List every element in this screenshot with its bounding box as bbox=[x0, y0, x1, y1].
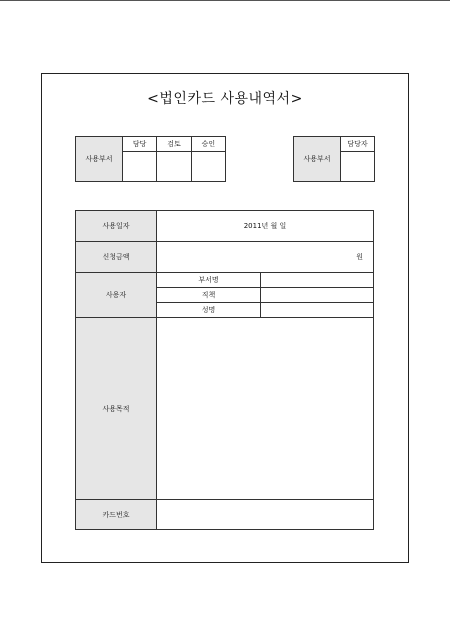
document-sheet bbox=[41, 73, 409, 563]
user-position-field[interactable] bbox=[261, 288, 374, 303]
user-name-field[interactable] bbox=[261, 303, 374, 318]
approval-header-approve: 승인 bbox=[191, 137, 225, 152]
date-label: 사용일자 bbox=[76, 211, 157, 242]
signature-field-review[interactable] bbox=[157, 152, 191, 182]
user-label: 사용자 bbox=[76, 273, 157, 318]
purpose-field[interactable] bbox=[157, 318, 374, 500]
amount-label: 신청금액 bbox=[76, 242, 157, 273]
approval-right-header-manager: 담당자 bbox=[341, 137, 375, 152]
approval-header-staff: 담당 bbox=[123, 137, 157, 152]
user-position-label: 직책 bbox=[157, 288, 261, 303]
top-edge-line bbox=[0, 0, 450, 1]
amount-field[interactable] bbox=[157, 242, 374, 273]
document-title: <법인카드 사용내역서> bbox=[147, 91, 303, 107]
approval-header-review: 검토 bbox=[157, 137, 191, 152]
user-dept-field[interactable] bbox=[261, 273, 374, 288]
card-number-field[interactable] bbox=[157, 500, 374, 530]
approval-right-dept-label: 사용부서 bbox=[294, 137, 341, 182]
amount-unit: 원 bbox=[356, 253, 363, 261]
user-name-label: 성명 bbox=[157, 303, 261, 318]
purpose-label: 사용목적 bbox=[76, 318, 157, 500]
signature-field-staff[interactable] bbox=[123, 152, 157, 182]
approval-box-left bbox=[75, 136, 226, 182]
card-number-label: 카드번호 bbox=[76, 500, 157, 530]
date-field[interactable]: 2011년 월 일 bbox=[157, 211, 374, 242]
approval-box-right bbox=[293, 136, 375, 182]
approval-dept-label: 사용부서 bbox=[76, 137, 123, 182]
usage-form-table bbox=[75, 210, 374, 530]
signature-field-approve[interactable] bbox=[191, 152, 225, 182]
user-dept-label: 부서명 bbox=[157, 273, 261, 288]
signature-field-manager[interactable] bbox=[341, 152, 375, 182]
